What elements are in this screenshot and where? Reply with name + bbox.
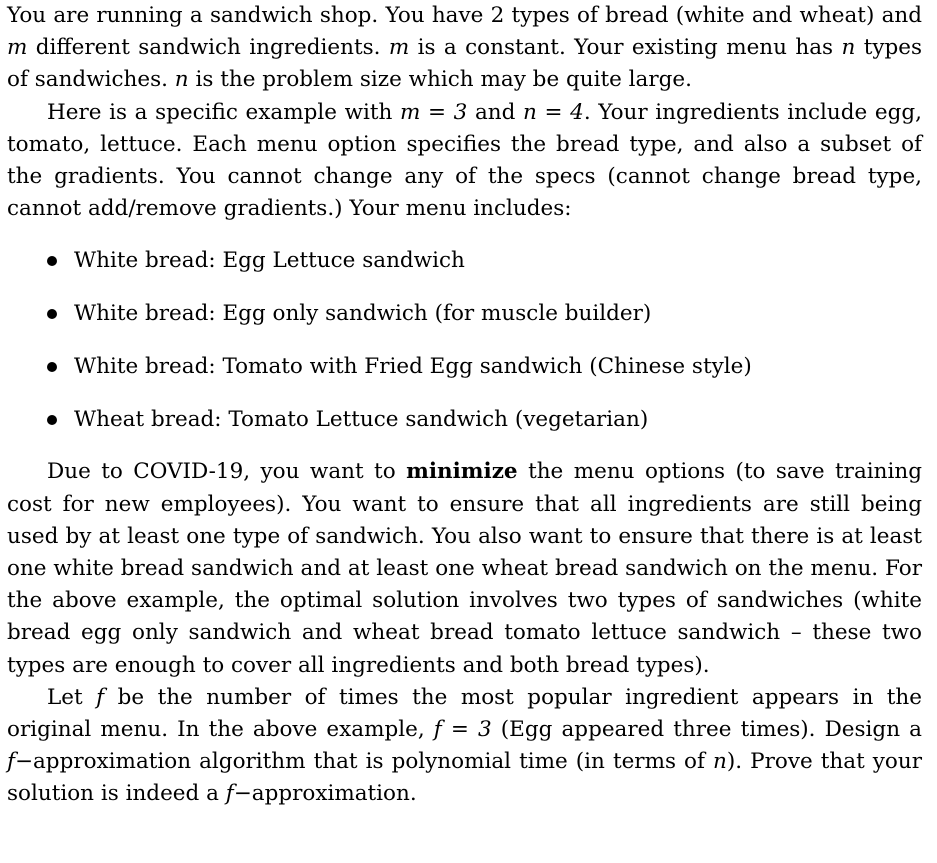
intro-paragraph — [7, 0, 922, 97]
math-variable: m — [7, 35, 28, 61]
text-run: (Egg appeared three times). Design a — [491, 717, 922, 743]
bullet-icon — [47, 256, 57, 266]
text-run: is a constant. Your existing menu has — [409, 35, 842, 61]
math-variable: f — [96, 684, 105, 710]
math-equation: f = 3 — [433, 717, 492, 743]
math-variable: f — [225, 781, 234, 807]
list-item — [7, 404, 922, 436]
list-item — [7, 245, 922, 277]
task-paragraph — [7, 682, 922, 811]
emphasis: minimize — [406, 459, 518, 485]
covid-paragraph — [7, 456, 922, 681]
math-equation: n = 4 — [523, 99, 584, 125]
text-run: Due to COVID-19, you want to — [47, 459, 407, 485]
bullet-icon — [47, 362, 57, 372]
text-run: be the number of times the most popular ingredient appears in the original menu. In the above example, — [7, 684, 922, 743]
menu-item-text: Wheat bread: Tomato Lettuce sandwich (vegetarian) — [74, 407, 649, 433]
text-run: and — [467, 99, 524, 125]
text-run: types of sandwiches. — [7, 35, 923, 93]
text-run: the menu options (to save training cost for new employees). You want to ensure that all ingredients are still being used by at least one type of sandwich. You also want to ensure that there is at least one white bread sandwich and at least one wheat bread sandwich on the menu. For the above example, the optimal solution involves two types of sandwiches (white bread egg only sandwich and wheat bread tomato lettuce sandwich – these two types are enough to cover all ingredients and both bread types). — [7, 459, 922, 678]
bullet-icon — [47, 415, 57, 425]
text-run: Let — [47, 684, 97, 710]
problem-statement — [7, 0, 922, 811]
text-run: −approximation algorithm that is polynomial time (in terms of — [14, 749, 714, 775]
bullet-icon — [47, 309, 57, 319]
menu-item-text: White bread: Egg only sandwich (for muscle builder) — [74, 301, 652, 327]
math-variable: n — [174, 67, 189, 93]
text-run: You are running a sandwich shop. You have 2 types of bread (white and wheat) and — [7, 3, 922, 28]
text-run: is the problem size which may be quite large. — [188, 67, 692, 93]
list-item — [7, 298, 922, 330]
example-paragraph — [7, 97, 922, 226]
menu-list — [7, 245, 922, 436]
menu-item-text: White bread: Tomato with Fried Egg sandwich (Chinese style) — [74, 354, 752, 380]
text-run: −approximation. — [233, 781, 417, 807]
text-run: . Your ingredients include egg, tomato, lettuce. Each menu option specifies the bread type, and also a subset of the gradients. You cannot change any of the specs (cannot change bread type, cannot add/remove gradients.) Your menu includes: — [7, 99, 922, 222]
math-variable: n — [713, 749, 727, 775]
math-variable: m — [388, 35, 410, 61]
text-run: Here is a specific example with — [47, 99, 400, 125]
list-item — [7, 351, 922, 383]
text-run: ). Prove that your solution is indeed a — [7, 749, 922, 807]
math-variable: f — [7, 749, 15, 775]
text-run: different sandwich ingredients. — [27, 35, 389, 61]
math-variable: n — [841, 35, 856, 61]
math-equation: m = 3 — [399, 99, 468, 125]
menu-item-text: White bread: Egg Lettuce sandwich — [74, 248, 465, 274]
